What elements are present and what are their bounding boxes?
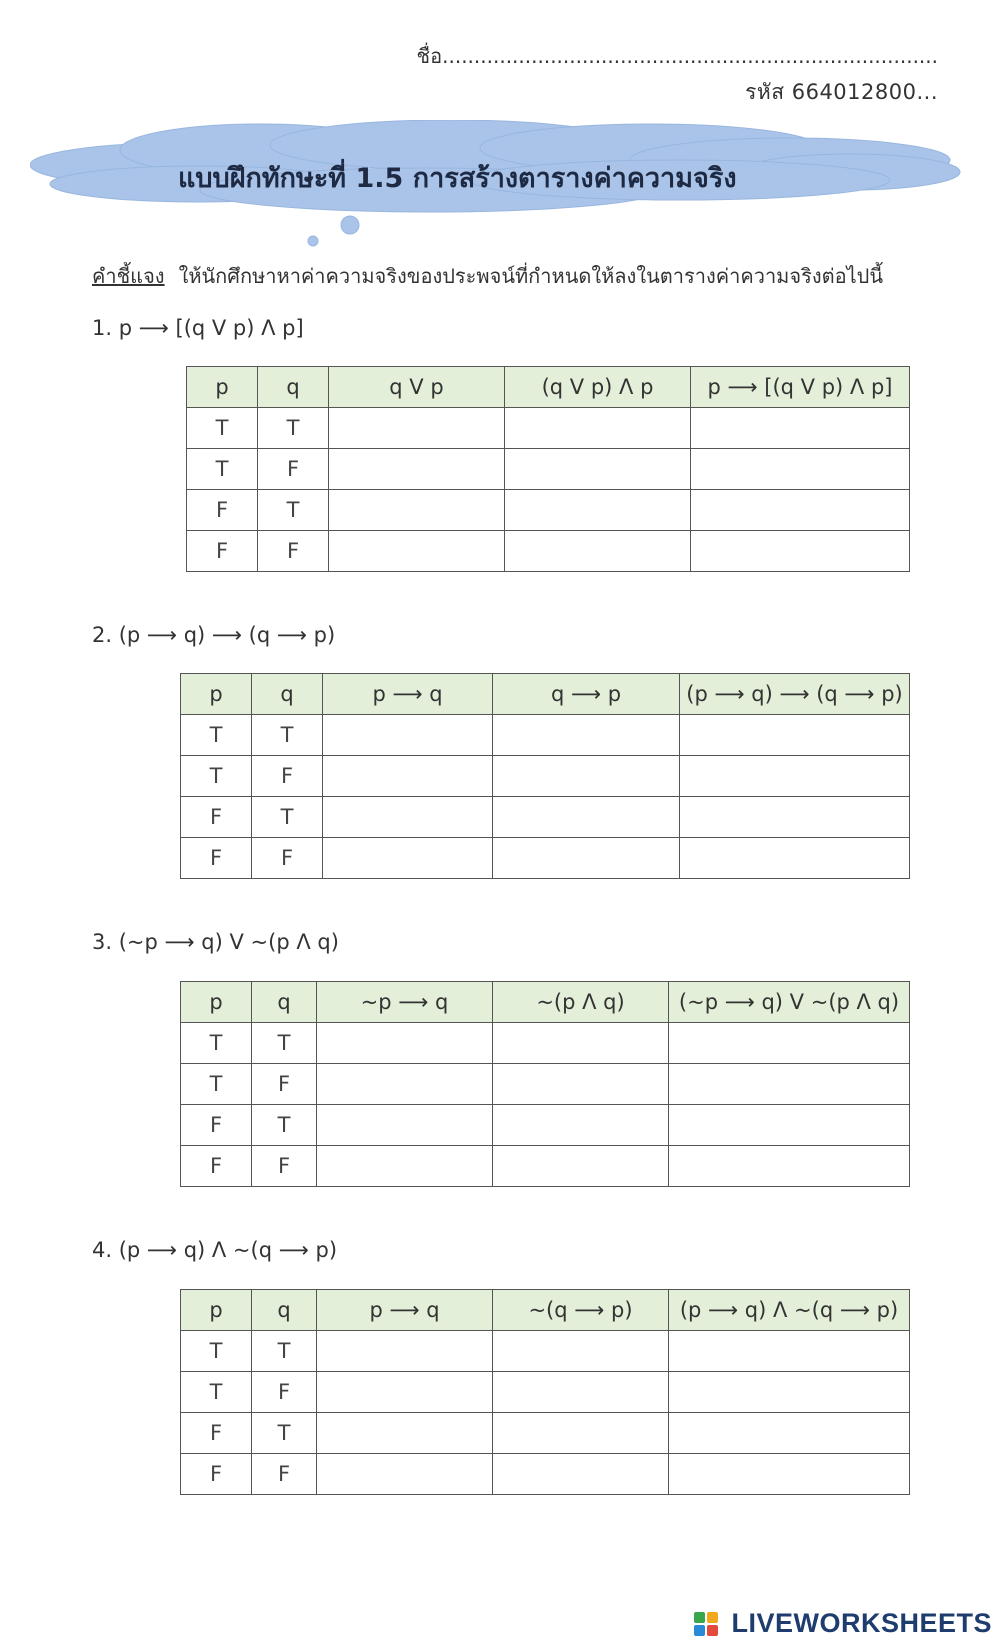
header-cell: q: [252, 674, 323, 715]
table-row: [181, 797, 910, 838]
header-cell: q: [258, 367, 329, 408]
p-value: T: [181, 1064, 252, 1105]
header-cell: (p ⟶ q) Λ ~(q ⟶ p): [669, 1290, 910, 1331]
liveworksheets-brand[interactable]: LIVEWORKSHEETS: [731, 1608, 992, 1638]
answer-cell[interactable]: [669, 1146, 910, 1187]
p-value: F: [181, 838, 252, 879]
answer-cell[interactable]: [691, 449, 910, 490]
header-cell: p: [181, 982, 252, 1023]
answer-cell[interactable]: [669, 1413, 910, 1454]
answer-cell[interactable]: [493, 1454, 669, 1495]
table-row: [181, 1146, 910, 1187]
answer-cell[interactable]: [493, 1105, 669, 1146]
answer-cell[interactable]: [680, 797, 910, 838]
q-value: T: [252, 1023, 317, 1064]
p-value: F: [187, 531, 258, 572]
answer-cell[interactable]: [323, 838, 493, 879]
header-cell: p: [187, 367, 258, 408]
answer-cell[interactable]: [669, 1023, 910, 1064]
answer-cell[interactable]: [317, 1331, 493, 1372]
p-value: T: [181, 715, 252, 756]
answer-cell[interactable]: [493, 1064, 669, 1105]
answer-cell[interactable]: [329, 490, 505, 531]
instructions: [92, 260, 883, 292]
q-value: F: [252, 838, 323, 879]
student-id: รหัส 664012800...: [745, 80, 938, 104]
truth-table-2: [180, 673, 910, 879]
table-row: [181, 1413, 910, 1454]
answer-cell[interactable]: [680, 838, 910, 879]
student-name-field: ชื่อ..............................................................................: [416, 44, 938, 68]
header-cell: p ⟶ [(q V p) Λ p]: [691, 367, 910, 408]
header-cell: p ⟶ q: [317, 1290, 493, 1331]
table-row: [181, 1023, 910, 1064]
p-value: F: [181, 1413, 252, 1454]
answer-cell[interactable]: [323, 756, 493, 797]
answer-cell[interactable]: [493, 715, 680, 756]
answer-cell[interactable]: [691, 490, 910, 531]
truth-table-1: [186, 366, 910, 572]
answer-cell[interactable]: [669, 1331, 910, 1372]
answer-cell[interactable]: [317, 1023, 493, 1064]
table-row: [187, 490, 910, 531]
answer-cell[interactable]: [317, 1064, 493, 1105]
header-cell: p: [181, 1290, 252, 1331]
answer-cell[interactable]: [493, 1146, 669, 1187]
header-cell: (q V p) Λ p: [505, 367, 691, 408]
table-row: [181, 838, 910, 879]
answer-cell[interactable]: [680, 715, 910, 756]
instructions-text: ให้นักศึกษาหาค่าความจริงของประพจน์ที่กำหนดให้ลงในตารางค่าความจริงต่อไปนี้: [178, 264, 884, 288]
answer-cell[interactable]: [329, 531, 505, 572]
header-cell: ~(q ⟶ p): [493, 1290, 669, 1331]
q-value: F: [258, 531, 329, 572]
instructions-label: คำชี้แจง: [92, 264, 165, 288]
question-4-title: 4. (p ⟶ q) Λ ~(q ⟶ p): [92, 1238, 338, 1262]
table-row: [187, 408, 910, 449]
answer-cell[interactable]: [505, 408, 691, 449]
answer-cell[interactable]: [669, 1064, 910, 1105]
q-value: F: [252, 1372, 317, 1413]
p-value: T: [187, 449, 258, 490]
truth-table-4: [180, 1289, 910, 1495]
answer-cell[interactable]: [505, 531, 691, 572]
answer-cell[interactable]: [493, 1023, 669, 1064]
answer-cell[interactable]: [317, 1454, 493, 1495]
table-row: [181, 715, 910, 756]
p-value: T: [181, 1372, 252, 1413]
q-value: T: [258, 408, 329, 449]
p-value: F: [181, 1454, 252, 1495]
header-cell: ~(p Λ q): [493, 982, 669, 1023]
header-cell: (p ⟶ q) ⟶ (q ⟶ p): [680, 674, 910, 715]
answer-cell[interactable]: [493, 756, 680, 797]
answer-cell[interactable]: [329, 408, 505, 449]
header-cell: q: [252, 982, 317, 1023]
question-3-title: 3. (~p ⟶ q) V ~(p Λ q): [92, 930, 339, 954]
header-cell: q ⟶ p: [493, 674, 680, 715]
header-cell: p: [181, 674, 252, 715]
table-row: [187, 531, 910, 572]
answer-cell[interactable]: [505, 490, 691, 531]
q-value: T: [252, 715, 323, 756]
q-value: T: [252, 1105, 317, 1146]
q-value: F: [252, 1146, 317, 1187]
question-1-title: 1. p ⟶ [(q V p) Λ p]: [92, 316, 304, 340]
q-value: F: [258, 449, 329, 490]
table-row: [181, 1105, 910, 1146]
p-value: T: [187, 408, 258, 449]
answer-cell[interactable]: [493, 1372, 669, 1413]
table-row: [181, 1372, 910, 1413]
answer-cell[interactable]: [493, 797, 680, 838]
q-value: F: [252, 756, 323, 797]
answer-cell[interactable]: [505, 449, 691, 490]
answer-cell[interactable]: [493, 1413, 669, 1454]
q-value: T: [252, 1413, 317, 1454]
answer-cell[interactable]: [669, 1454, 910, 1495]
table-row: [181, 1331, 910, 1372]
answer-cell[interactable]: [317, 1372, 493, 1413]
p-value: F: [181, 1146, 252, 1187]
answer-cell[interactable]: [680, 756, 910, 797]
liveworksheets-logo-icon: [694, 1612, 718, 1636]
q-value: T: [252, 1331, 317, 1372]
answer-cell[interactable]: [669, 1105, 910, 1146]
answer-cell[interactable]: [317, 1413, 493, 1454]
header-cell: q V p: [329, 367, 505, 408]
answer-cell[interactable]: [669, 1372, 910, 1413]
p-value: F: [181, 797, 252, 838]
p-value: T: [181, 756, 252, 797]
p-value: F: [181, 1105, 252, 1146]
p-value: T: [181, 1331, 252, 1372]
header-cell: (~p ⟶ q) V ~(p Λ q): [669, 982, 910, 1023]
table-row: [187, 449, 910, 490]
question-2-title: 2. (p ⟶ q) ⟶ (q ⟶ p): [92, 623, 336, 647]
q-value: F: [252, 1454, 317, 1495]
answer-cell[interactable]: [493, 838, 680, 879]
answer-cell[interactable]: [329, 449, 505, 490]
p-value: F: [187, 490, 258, 531]
worksheet-title: แบบฝึกทักษะที่ 1.5 การสร้างตารางค่าความจริง: [178, 163, 737, 194]
q-value: F: [252, 1064, 317, 1105]
q-value: T: [258, 490, 329, 531]
answer-cell[interactable]: [691, 531, 910, 572]
answer-cell[interactable]: [323, 797, 493, 838]
answer-cell[interactable]: [691, 408, 910, 449]
header-cell: q: [252, 1290, 317, 1331]
q-value: T: [252, 797, 323, 838]
answer-cell[interactable]: [317, 1146, 493, 1187]
truth-table-3: [180, 981, 910, 1187]
header-cell: ~p ⟶ q: [317, 982, 493, 1023]
table-row: [181, 756, 910, 797]
p-value: T: [181, 1023, 252, 1064]
answer-cell[interactable]: [323, 715, 493, 756]
answer-cell[interactable]: [317, 1105, 493, 1146]
answer-cell[interactable]: [493, 1331, 669, 1372]
header-cell: p ⟶ q: [323, 674, 493, 715]
table-row: [181, 1454, 910, 1495]
table-row: [181, 1064, 910, 1105]
